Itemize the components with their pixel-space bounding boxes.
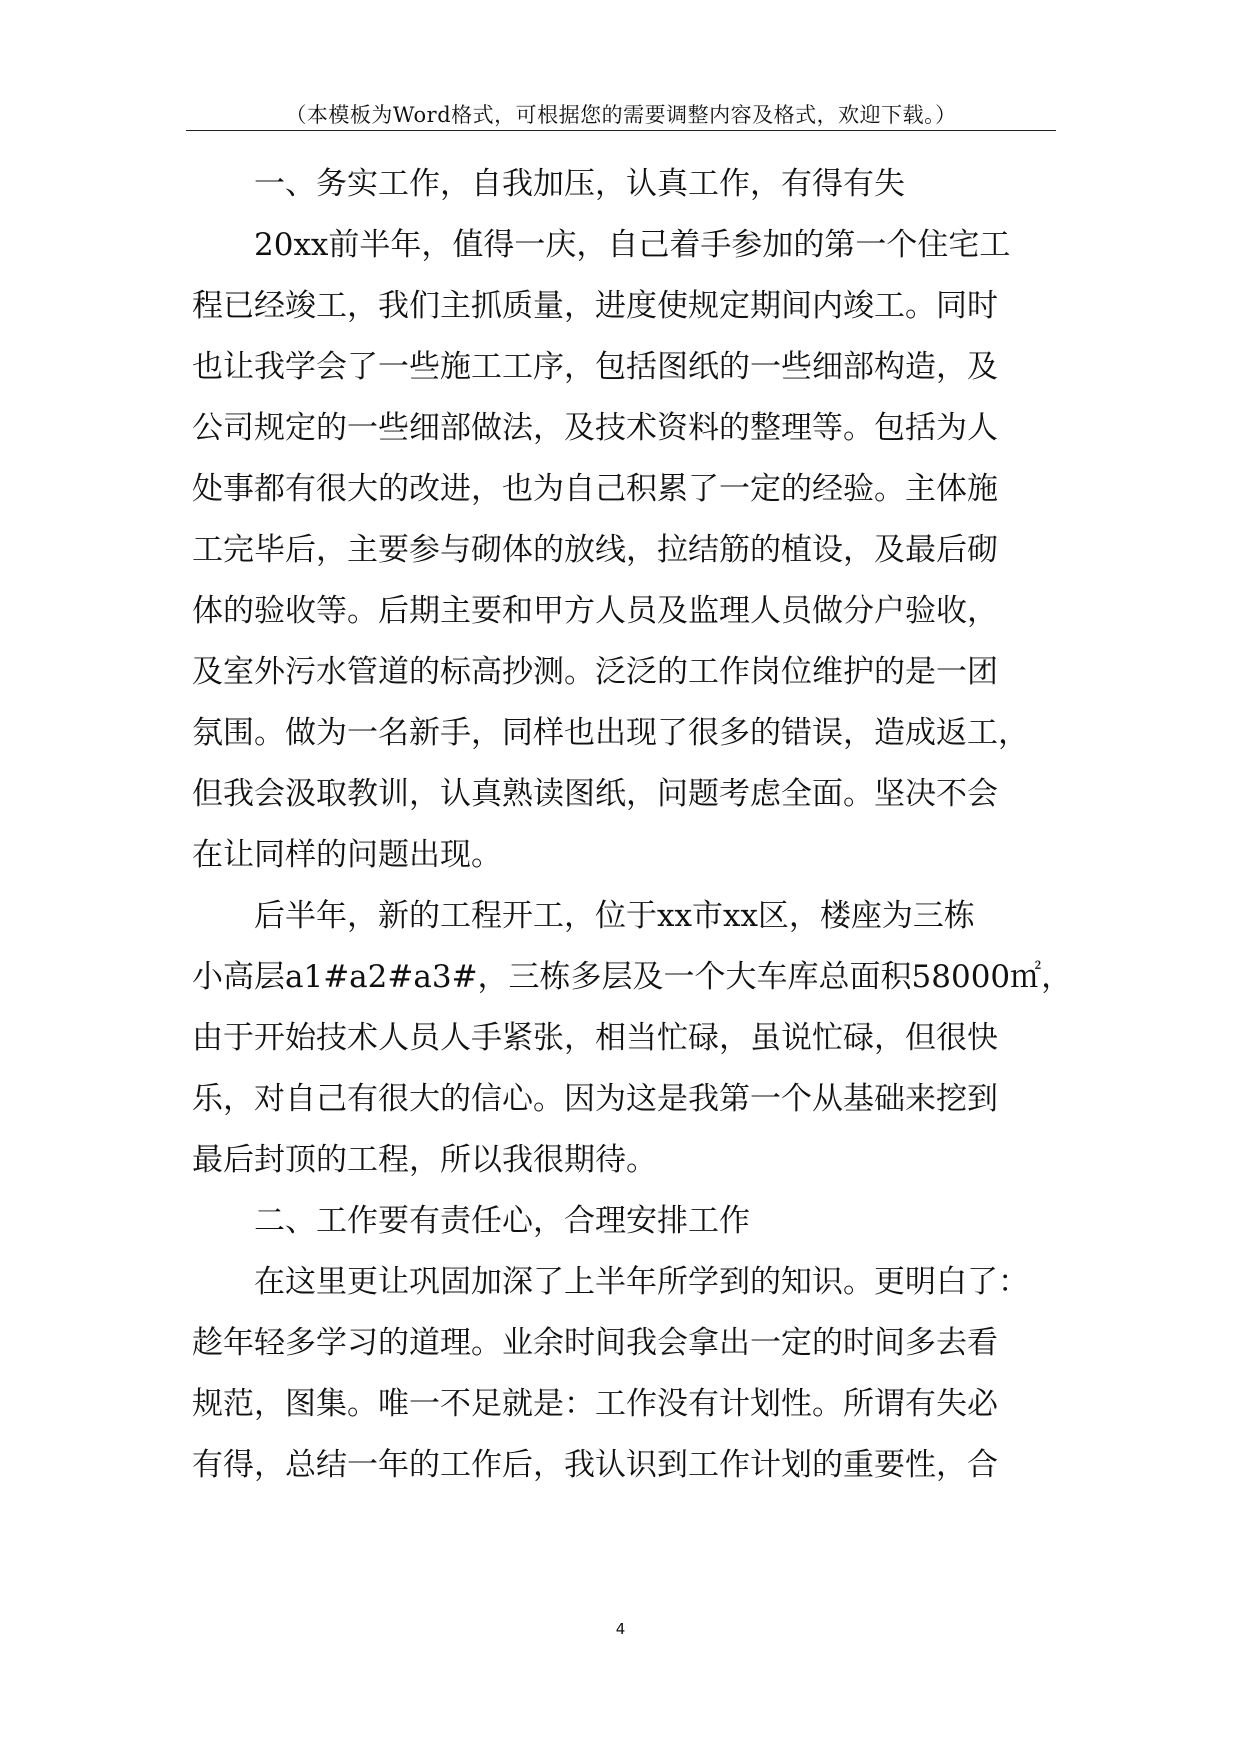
paragraph-line: 但我会汲取教训，认真熟读图纸，问题考虑全面。坚决不会 [192,776,998,812]
paragraph-line: 在让同样的问题出现。 [192,837,502,873]
paragraph-line: 及室外污水管道的标高抄测。泛泛的工作岗位维护的是一团 [192,654,998,690]
header-divider [186,130,1056,131]
section-heading-2: 二、工作要有责任心，合理安排工作 [254,1203,750,1239]
paragraph-line: 趁年轻多学习的道理。业余时间我会拿出一定的时间多去看 [192,1325,998,1361]
paragraph-line: 最后封顶的工程，所以我很期待。 [192,1142,657,1178]
page-number: 4 [615,1620,626,1638]
paragraph-line: 处事都有很大的改进，也为自己积累了一定的经验。主体施 [192,471,998,507]
paragraph-line: 规范，图集。唯一不足就是：工作没有计划性。所谓有失必 [192,1386,998,1422]
paragraph-line: 乐，对自己有很大的信心。因为这是我第一个从基础来挖到 [192,1081,998,1117]
paragraph-line: 小高层a1#a2#a3#，三栋多层及一个大车库总面积58000㎡， [192,959,1073,995]
paragraph-line: 氛围。做为一名新手，同样也出现了很多的错误，造成返工， [192,715,1029,751]
paragraph-line: 有得，总结一年的工作后，我认识到工作计划的重要性，合 [192,1447,998,1483]
document-body [192,154,1073,1496]
template-note: （本模板为Word格式，可根据您的需要调整内容及格式，欢迎下载。） [285,103,957,127]
paragraph-line: 后半年，新的工程开工，位于xx市xx区，楼座为三栋 [254,898,975,934]
section-heading-1: 一、务实工作，自我加压，认真工作，有得有失 [254,166,905,202]
paragraph-line: 程已经竣工，我们主抓质量，进度使规定期间内竣工。同时 [192,288,998,324]
paragraph-line: 在这里更让巩固加深了上半年所学到的知识。更明白了： [254,1264,1029,1300]
paragraph-line: 公司规定的一些细部做法，及技术资料的整理等。包括为人 [192,410,998,446]
paragraph-line: 工完毕后，主要参与砌体的放线，拉结筋的植设，及最后砌 [192,532,998,568]
paragraph-line: 也让我学会了一些施工工序，包括图纸的一些细部构造，及 [192,349,998,385]
paragraph-line: 20xx前半年，值得一庆，自己着手参加的第一个住宅工 [254,227,1011,263]
paragraph-line: 由于开始技术人员人手紧张，相当忙碌，虽说忙碌，但很快 [192,1020,998,1056]
paragraph-line: 体的验收等。后期主要和甲方人员及监理人员做分户验收， [192,593,998,629]
